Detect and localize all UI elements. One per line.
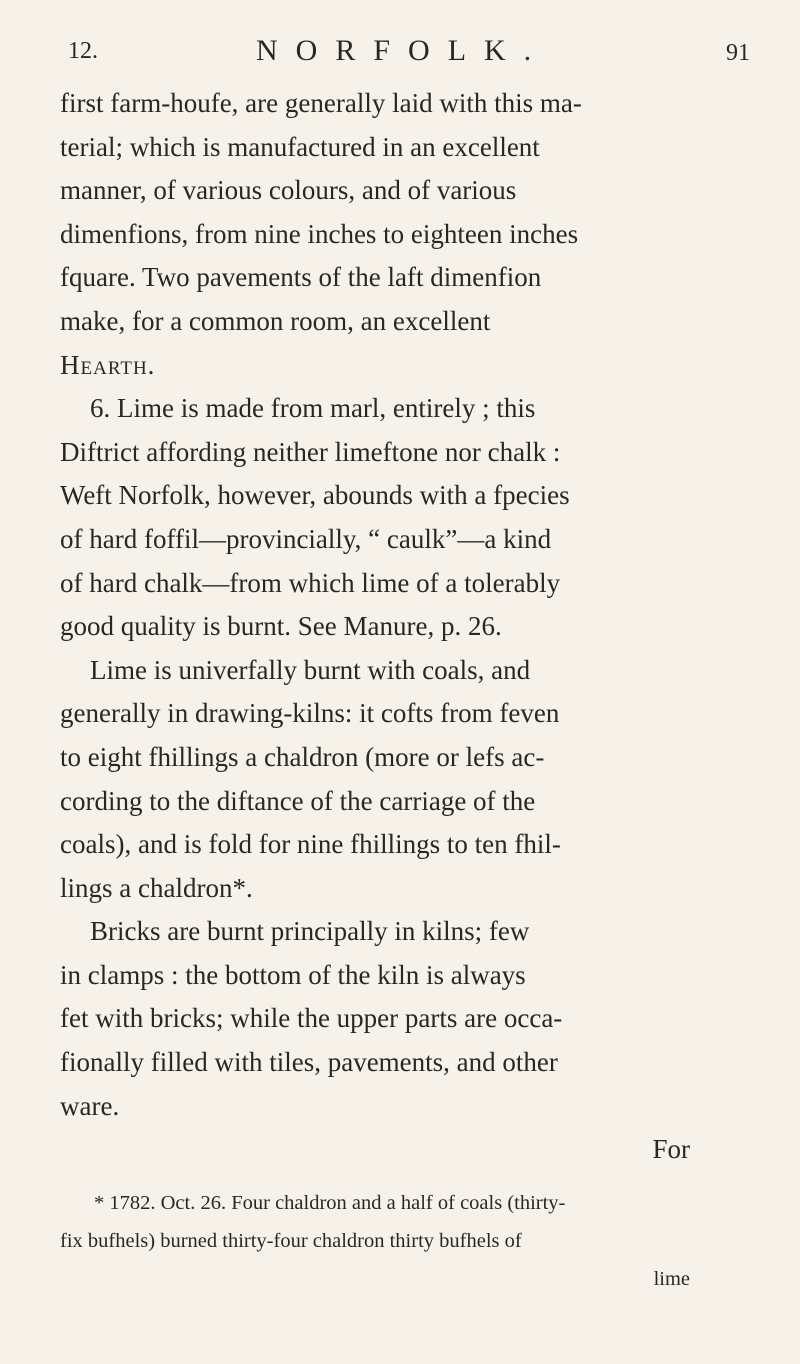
running-head	[60, 30, 750, 82]
text-line: make, for a common room, an excellent	[60, 305, 491, 336]
text-line: of hard foffil—provincially, “ caulk”—a kind	[60, 523, 552, 554]
catchword: For	[652, 1134, 690, 1165]
text-line: good quality is burnt. See Manure, p. 26.	[60, 611, 502, 642]
text-line: fquare. Two pavements of the laft dimenfion	[60, 262, 542, 293]
text-line: manner, of various colours, and of various	[60, 175, 517, 206]
text-line: ware.	[60, 1090, 120, 1121]
text-line: to eight fhillings a chaldron (more or lefs ac-	[60, 741, 545, 772]
text-line: first farm-houfe, are generally laid with this ma-	[60, 88, 582, 118]
paragraph-bricks-start: Bricks are burnt principally in kilns; few	[90, 916, 530, 947]
main-text	[60, 82, 690, 1172]
text-line: of hard chalk—from which lime of a tolerably	[60, 567, 561, 598]
text-line: fionally filled with tiles, pavements, and other	[60, 1047, 558, 1078]
text-line: coals), and is fold for nine fhillings to ten fhil-	[60, 829, 561, 860]
footnote	[60, 1184, 690, 1298]
footnote-catchword: lime	[653, 1267, 690, 1290]
text-line: fet with bricks; while the upper parts are occa-	[60, 1003, 563, 1034]
running-title: NORFOLK.	[256, 34, 550, 67]
text-line: in clamps : the bottom of the kiln is always	[60, 959, 526, 990]
text-line: cording to the diftance of the carriage of the	[60, 785, 536, 816]
paragraph-lime-start: 6. Lime is made from marl, entirely ; this	[90, 393, 536, 424]
text-line-hearth: Hearth.	[60, 349, 156, 380]
page-number: 91	[726, 40, 750, 66]
text-line: terial; which is manufactured in an excellent	[60, 131, 540, 162]
text-line: dimenfions, from nine inches to eighteen inches	[60, 218, 579, 249]
section-number: 12.	[68, 38, 98, 64]
text-line: Weft Norfolk, however, abounds with a fpecies	[60, 480, 570, 511]
text-line: lings a chaldron*.	[60, 872, 253, 903]
footnote-line: * 1782. Oct. 26. Four chaldron and a half of coals (thirty-	[94, 1191, 566, 1214]
text-line: generally in drawing-kilns: it cofts from feven	[60, 698, 560, 729]
footnote-line: fix bufhels) burned thirty-four chaldron thirty bufhels of	[60, 1229, 522, 1252]
text-line: Diftrict affording neither limeftone nor chalk :	[60, 436, 561, 467]
paragraph-burnt-start: Lime is univerfally burnt with coals, and	[90, 654, 531, 685]
